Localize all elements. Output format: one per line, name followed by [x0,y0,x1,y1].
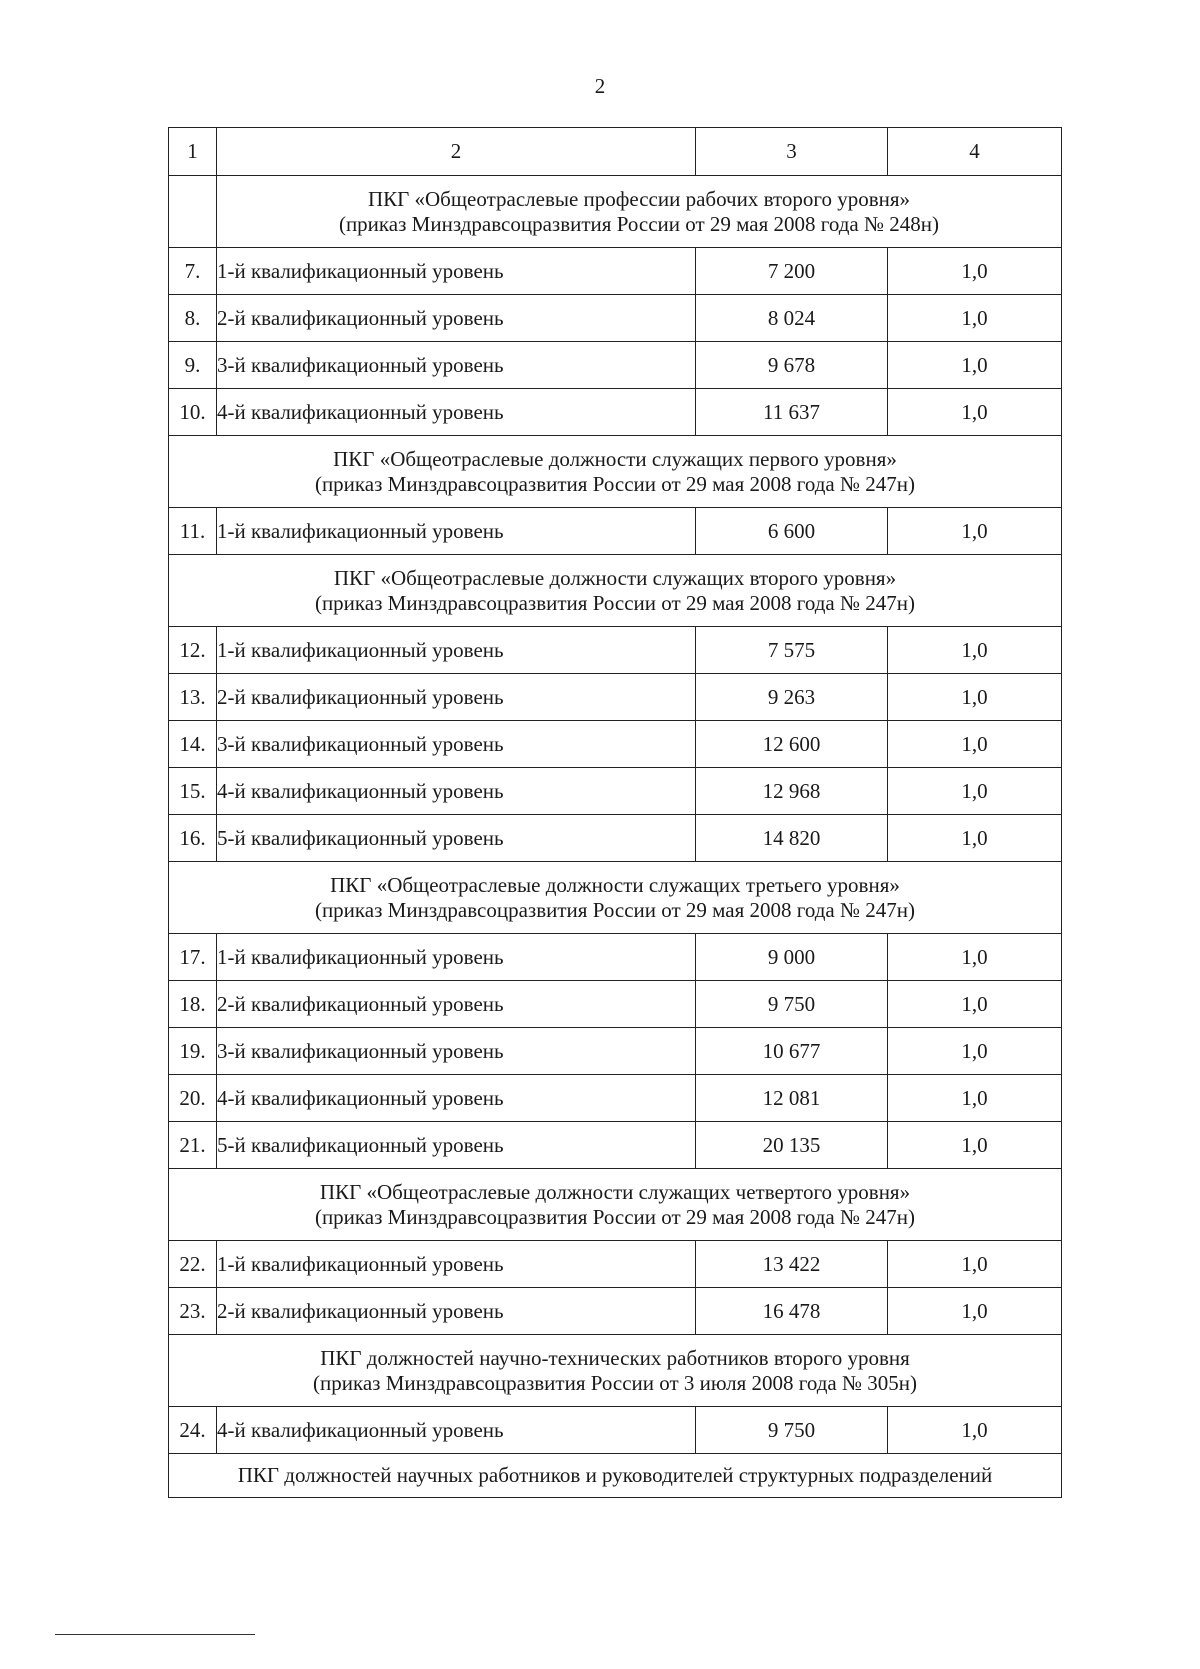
coefficient-value: 1,0 [888,981,1062,1028]
salary-value: 9 750 [696,981,888,1028]
group-order-reference: (приказ Минздравсоцразвития России от 29 мая 2008 года № 247н) [314,897,916,922]
row-number: 17. [169,934,217,981]
row-number: 8. [169,295,217,342]
table-row [169,1407,1062,1454]
qualification-level: 1-й квалификационный уровень [217,1241,696,1288]
table-row [169,1288,1062,1335]
group-title: ПКГ «Общеотраслевые профессии рабочих второго уровня» [367,186,911,211]
coefficient-value: 1,0 [888,815,1062,862]
table-row [169,815,1062,862]
coefficient-value: 1,0 [888,627,1062,674]
row-number: 23. [169,1288,217,1335]
group-title: ПКГ «Общеотраслевые должности служащих второго уровня» [333,565,897,590]
group-order-reference: (приказ Минздравсоцразвития России от 29 мая 2008 года № 247н) [314,590,916,615]
coefficient-value: 1,0 [888,295,1062,342]
table-row [169,627,1062,674]
qualification-level: 1-й квалификационный уровень [217,508,696,555]
page-number: 2 [594,74,606,98]
coefficient-value: 1,0 [888,1288,1062,1335]
table-row [169,1241,1062,1288]
coefficient-value: 1,0 [888,248,1062,295]
table-row [169,1075,1062,1122]
group-order-reference: (приказ Минздравсоцразвития России от 3 июля 2008 года № 305н) [313,1370,917,1395]
salary-value: 10 677 [696,1028,888,1075]
salary-value: 7 575 [696,627,888,674]
column-header-1: 1 [169,128,217,176]
row-number: 9. [169,342,217,389]
qualification-level: 2-й квалификационный уровень [217,981,696,1028]
group-header-row [169,555,1062,627]
row-number: 24. [169,1407,217,1454]
row-number: 12. [169,627,217,674]
group-title-cell [169,1335,1062,1407]
group-title: ПКГ должностей научных работников и руководителей структурных подразделений [237,1463,993,1487]
coefficient-value: 1,0 [888,1075,1062,1122]
qualification-level: 1-й квалификационный уровень [217,248,696,295]
coefficient-value: 1,0 [888,342,1062,389]
group-header-row [169,862,1062,934]
qualification-level: 1-й квалификационный уровень [217,934,696,981]
table-row [169,248,1062,295]
qualification-level: 5-й квалификационный уровень [217,1122,696,1169]
group-header-row [169,436,1062,508]
table-row [169,1122,1062,1169]
column-header-2: 2 [217,128,696,176]
qualification-level: 4-й квалификационный уровень [217,1407,696,1454]
group-header-row [169,1335,1062,1407]
coefficient-value: 1,0 [888,1241,1062,1288]
group-empty-cell [169,176,217,248]
coefficient-value: 1,0 [888,674,1062,721]
qualification-level: 3-й квалификационный уровень [217,721,696,768]
group-title-cell [169,1454,1062,1498]
qualification-level: 4-й квалификационный уровень [217,389,696,436]
row-number: 18. [169,981,217,1028]
group-header-row [169,1454,1062,1498]
qualification-level: 4-й квалификационный уровень [217,768,696,815]
table-row [169,721,1062,768]
table-row [169,934,1062,981]
salary-value: 9 000 [696,934,888,981]
group-order-reference: (приказ Минздравсоцразвития России от 29 мая 2008 года № 248н) [338,211,940,236]
row-number: 15. [169,768,217,815]
row-number: 22. [169,1241,217,1288]
salary-value: 6 600 [696,508,888,555]
salary-value: 12 081 [696,1075,888,1122]
row-number: 10. [169,389,217,436]
salary-value: 9 750 [696,1407,888,1454]
salary-value: 8 024 [696,295,888,342]
salary-value: 12 968 [696,768,888,815]
qualification-level: 2-й квалификационный уровень [217,295,696,342]
table-row [169,295,1062,342]
row-number: 21. [169,1122,217,1169]
table-row [169,674,1062,721]
group-header-row [169,176,1062,248]
group-order-reference: (приказ Минздравсоцразвития России от 29 мая 2008 года № 247н) [314,1204,916,1229]
table-row [169,768,1062,815]
group-title-cell [169,1169,1062,1241]
row-number: 20. [169,1075,217,1122]
salary-value: 14 820 [696,815,888,862]
coefficient-value: 1,0 [888,721,1062,768]
row-number: 11. [169,508,217,555]
qualification-level: 4-й квалификационный уровень [217,1075,696,1122]
salary-table [168,127,1062,1498]
group-title-cell [169,555,1062,627]
coefficient-value: 1,0 [888,1407,1062,1454]
group-header-row [169,1169,1062,1241]
table-row [169,508,1062,555]
qualification-level: 3-й квалификационный уровень [217,342,696,389]
qualification-level: 2-й квалификационный уровень [217,674,696,721]
coefficient-value: 1,0 [888,389,1062,436]
qualification-level: 2-й квалификационный уровень [217,1288,696,1335]
row-number: 13. [169,674,217,721]
salary-value: 7 200 [696,248,888,295]
coefficient-value: 1,0 [888,768,1062,815]
group-title: ПКГ «Общеотраслевые должности служащих первого уровня» [333,446,897,471]
salary-value: 12 600 [696,721,888,768]
coefficient-value: 1,0 [888,1122,1062,1169]
salary-value: 13 422 [696,1241,888,1288]
group-title-cell [169,862,1062,934]
table-row [169,342,1062,389]
salary-value: 11 637 [696,389,888,436]
column-header-3: 3 [696,128,888,176]
table-body [169,128,1062,1498]
table-row [169,981,1062,1028]
coefficient-value: 1,0 [888,508,1062,555]
qualification-level: 1-й квалификационный уровень [217,627,696,674]
row-number: 19. [169,1028,217,1075]
footnote-rule [55,1634,255,1635]
group-title: ПКГ «Общеотраслевые должности служащих третьего уровня» [330,872,900,897]
group-title: ПКГ должностей научно-технических работников второго уровня [320,1345,910,1370]
table-row [169,389,1062,436]
group-title: ПКГ «Общеотраслевые должности служащих четвертого уровня» [319,1179,911,1204]
qualification-level: 3-й квалификационный уровень [217,1028,696,1075]
group-title-cell [169,436,1062,508]
group-order-reference: (приказ Минздравсоцразвития России от 29 мая 2008 года № 247н) [314,471,916,496]
salary-value: 16 478 [696,1288,888,1335]
row-number: 14. [169,721,217,768]
row-number: 16. [169,815,217,862]
group-title-cell [217,176,1062,248]
qualification-level: 5-й квалификационный уровень [217,815,696,862]
column-header-4: 4 [888,128,1062,176]
salary-value: 9 678 [696,342,888,389]
coefficient-value: 1,0 [888,934,1062,981]
column-header-row [169,128,1062,176]
table-row [169,1028,1062,1075]
coefficient-value: 1,0 [888,1028,1062,1075]
salary-value: 9 263 [696,674,888,721]
salary-value: 20 135 [696,1122,888,1169]
row-number: 7. [169,248,217,295]
